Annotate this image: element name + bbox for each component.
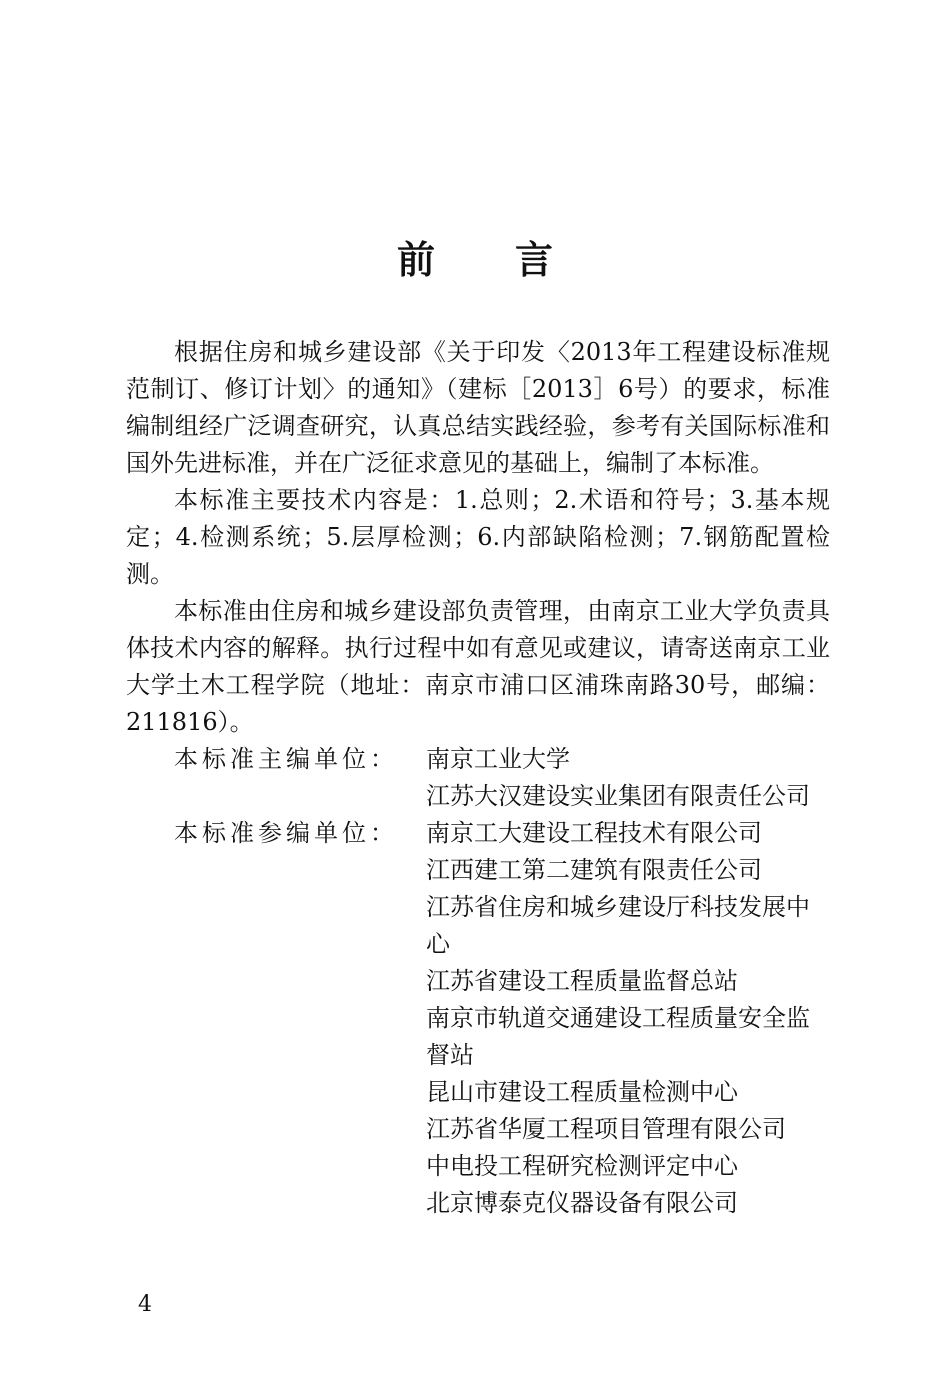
participating-unit-item: 江西建工第二建筑有限责任公司 [426, 856, 762, 884]
participating-units-list [426, 815, 830, 1222]
chief-unit-item: 南京工业大学 [426, 745, 570, 773]
chief-unit-item: 江苏大汉建设实业集团有限责任公司 [426, 782, 810, 810]
paragraph-main-contents: 本标准主要技术内容是：1.总则；2.术语和符号；3.基本规定；4.检测系统；5.层厚检测；6.内部缺陷检测；7.钢筋配置检测。 [126, 486, 830, 588]
participating-unit-item: 江苏省华厦工程项目管理有限公司 [426, 1115, 786, 1143]
participating-unit-item: 南京工大建设工程技术有限公司 [426, 819, 762, 847]
chief-units-label: 本标准主编单位： [174, 745, 398, 773]
participating-unit-item: 昆山市建设工程质量检测中心 [426, 1078, 738, 1106]
page-title [0, 232, 950, 288]
participating-unit-item: 中电投工程研究检测评定中心 [426, 1152, 738, 1180]
participating-units-label: 本标准参编单位： [174, 819, 398, 847]
participating-unit-item: 南京市轨道交通建设工程质量安全监督站 [426, 1004, 810, 1069]
paragraph-management: 本标准由住房和城乡建设部负责管理，由南京工业大学负责具体技术内容的解释。执行过程中如有意见或建议，请寄送南京工业大学土木工程学院（地址：南京市浦口区浦珠南路30号，邮编：211816）。 [126, 597, 830, 736]
chief-units-list [426, 741, 830, 815]
page-number: 4 [138, 1292, 152, 1317]
participating-unit-item: 江苏省建设工程质量监督总站 [426, 967, 738, 995]
participating-unit-item: 江苏省住房和城乡建设厅科技发展中心 [426, 893, 810, 958]
chief-units-section [126, 741, 830, 815]
title-char-1: 前 [396, 237, 435, 282]
title-char-2: 言 [515, 237, 554, 282]
preface-body [126, 334, 830, 1222]
participating-unit-item: 北京博泰克仪器设备有限公司 [426, 1189, 738, 1217]
paragraph-background: 根据住房和城乡建设部《关于印发〈2013年工程建设标准规范制订、修订计划〉的通知》（建标［2013］6号）的要求，标准编制组经广泛调查研究，认真总结实践经验，参考有关国际标准和国外先进标准，并在广泛征求意见的基础上，编制了本标准。 [126, 338, 830, 477]
participating-units-section [126, 815, 830, 1222]
